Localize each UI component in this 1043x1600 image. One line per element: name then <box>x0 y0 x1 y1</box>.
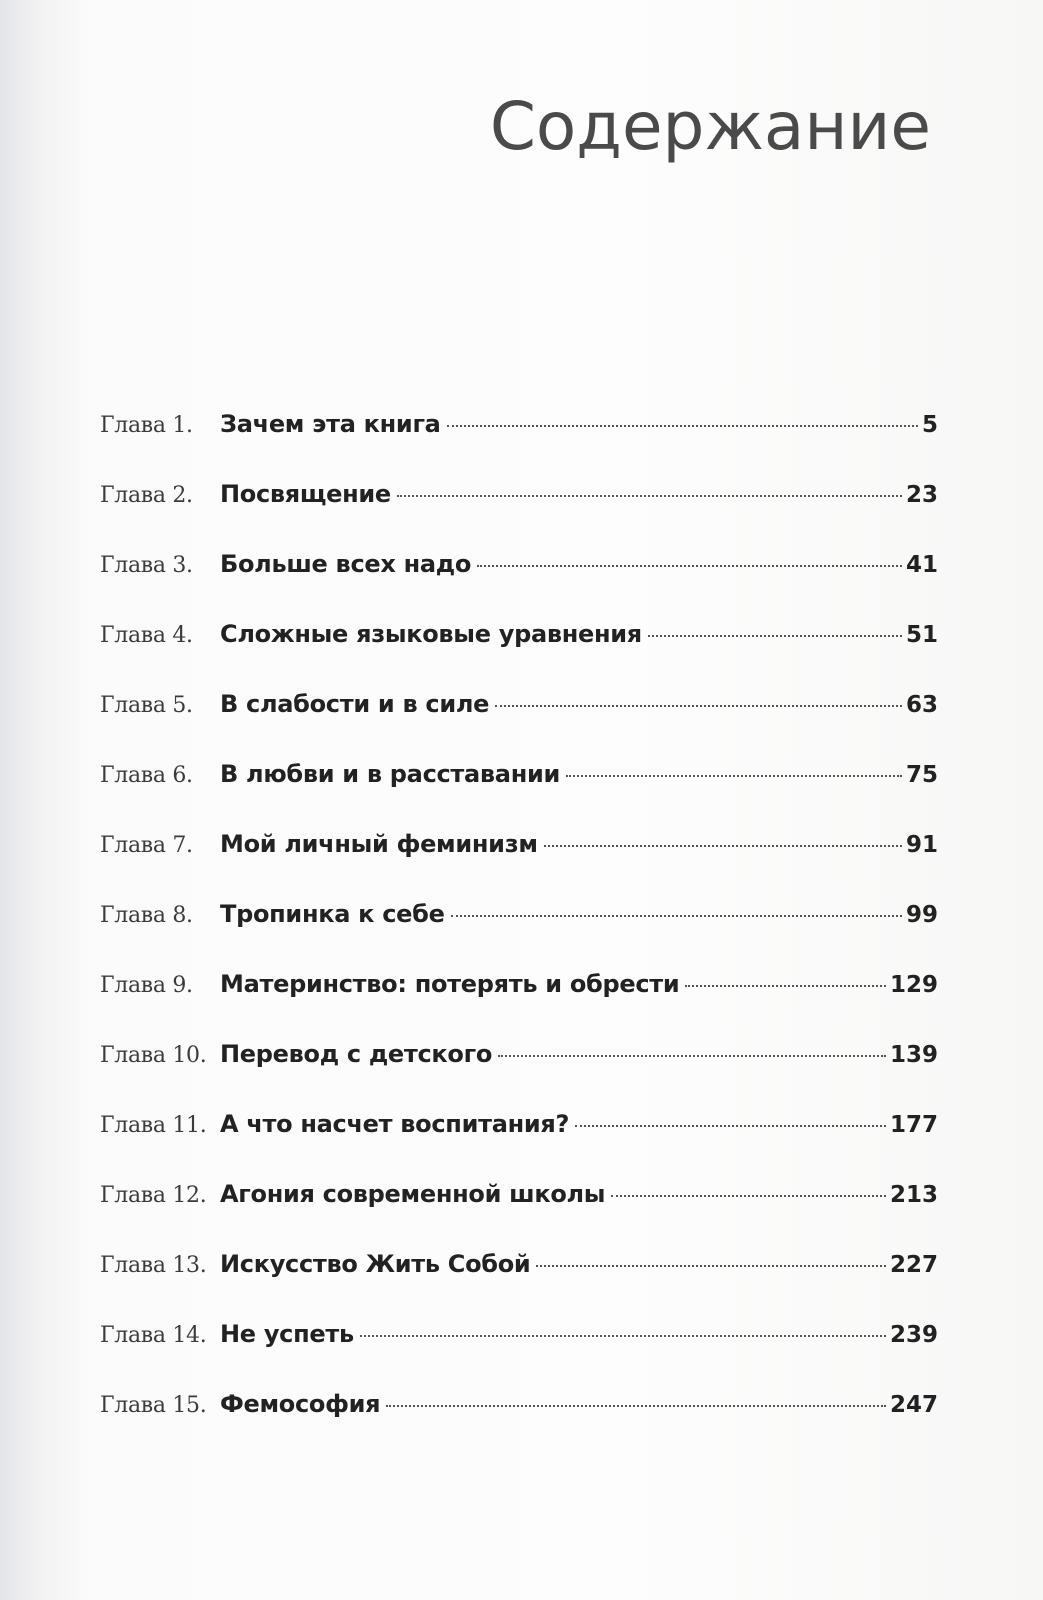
page-number: 227 <box>889 1252 938 1278</box>
dot-leader <box>386 1405 886 1407</box>
page-number: 99 <box>905 902 938 928</box>
chapter-title: Мой личный феминизм <box>220 830 538 858</box>
toc-entry <box>100 900 938 970</box>
chapter-label: Глава 9. <box>100 973 193 998</box>
dot-leader <box>566 775 902 777</box>
toc-entry <box>100 970 938 1040</box>
dot-leader <box>648 635 902 637</box>
page-number: 75 <box>905 762 938 788</box>
toc-entry <box>100 760 938 830</box>
page-number: 213 <box>889 1182 938 1208</box>
chapter-label: Глава 3. <box>100 553 193 578</box>
chapter-label: Глава 1. <box>100 413 193 438</box>
table-of-contents <box>100 410 938 1460</box>
page-number: 239 <box>889 1322 938 1348</box>
chapter-title: Искусство Жить Собой <box>220 1250 531 1278</box>
chapter-title: В слабости и в силе <box>220 690 490 718</box>
page-number: 129 <box>889 972 938 998</box>
dot-leader <box>397 495 902 497</box>
toc-entry <box>100 1110 938 1180</box>
page-title: Содержание <box>489 88 931 165</box>
page-number: 5 <box>921 412 938 438</box>
chapter-title: Зачем эта книга <box>220 410 441 438</box>
toc-entry <box>100 410 938 480</box>
chapter-title: Тропинка к себе <box>220 900 445 928</box>
dot-leader <box>611 1195 886 1197</box>
dot-leader <box>447 425 918 427</box>
chapter-label: Глава 2. <box>100 483 193 508</box>
toc-entry <box>100 1040 938 1110</box>
page-number: 177 <box>889 1112 938 1138</box>
chapter-label: Глава 5. <box>100 693 193 718</box>
chapter-label: Глава 10. <box>100 1043 207 1068</box>
dot-leader <box>536 1265 886 1267</box>
chapter-title: Агония современной школы <box>220 1180 606 1208</box>
page-number: 23 <box>905 482 938 508</box>
toc-entry <box>100 1390 938 1460</box>
dot-leader <box>451 915 902 917</box>
toc-entry <box>100 550 938 620</box>
chapter-label: Глава 4. <box>100 623 193 648</box>
dot-leader <box>495 705 902 707</box>
chapter-label: Глава 8. <box>100 903 193 928</box>
toc-entry <box>100 690 938 760</box>
chapter-label: Глава 12. <box>100 1183 207 1208</box>
chapter-label: Глава 11. <box>100 1113 207 1138</box>
chapter-title: Сложные языковые уравнения <box>220 620 642 648</box>
toc-entry <box>100 1250 938 1320</box>
page-number: 63 <box>905 692 938 718</box>
chapter-label: Глава 15. <box>100 1393 207 1418</box>
toc-entry <box>100 830 938 900</box>
page-number: 51 <box>905 622 938 648</box>
dot-leader <box>360 1335 886 1337</box>
chapter-label: Глава 6. <box>100 763 193 788</box>
chapter-label: Глава 7. <box>100 833 193 858</box>
chapter-label: Глава 14. <box>100 1323 207 1348</box>
dot-leader <box>477 565 902 567</box>
chapter-title: Больше всех надо <box>220 550 472 578</box>
dot-leader <box>498 1055 886 1057</box>
dot-leader <box>575 1125 886 1127</box>
toc-entry <box>100 620 938 690</box>
page-number: 139 <box>889 1042 938 1068</box>
chapter-title: Не успеть <box>220 1320 354 1348</box>
chapter-title: Перевод с детского <box>220 1040 493 1068</box>
dot-leader <box>685 985 886 987</box>
toc-entry <box>100 480 938 550</box>
chapter-title: Посвящение <box>220 480 391 508</box>
chapter-title: В любви и в расставании <box>220 760 561 788</box>
chapter-title: Материнство: потерять и обрести <box>220 970 680 998</box>
page-number: 247 <box>889 1392 938 1418</box>
page-number: 91 <box>905 832 938 858</box>
chapter-label: Глава 13. <box>100 1253 207 1278</box>
toc-entry <box>100 1180 938 1250</box>
dot-leader <box>544 845 902 847</box>
toc-entry <box>100 1320 938 1390</box>
chapter-title: Фемософия <box>220 1390 381 1418</box>
page-number: 41 <box>905 552 938 578</box>
chapter-title: А что насчет воспитания? <box>220 1110 570 1138</box>
